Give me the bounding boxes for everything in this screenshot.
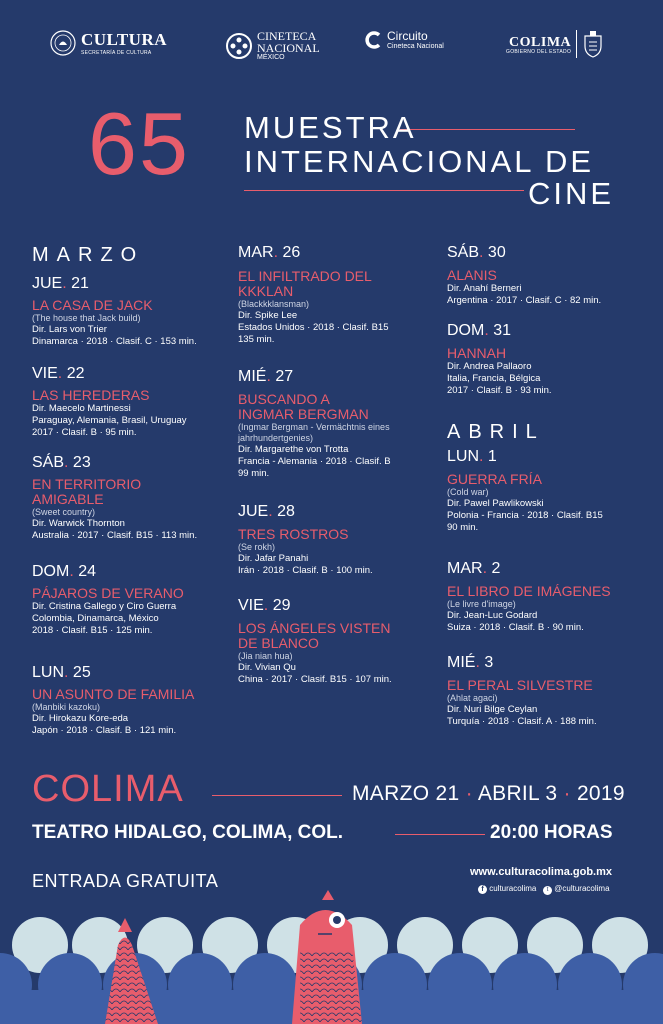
film-title: LAS HEREDERAS (32, 387, 150, 403)
film-director: Dir. Spike Lee (238, 310, 298, 321)
header-line-top (400, 129, 575, 130)
day-num: 25 (72, 664, 91, 681)
film-details: Japón · 2018 · Clasif. B · 121 min. (32, 725, 177, 736)
logo-bar (0, 30, 663, 80)
city-name: COLIMA (32, 768, 184, 810)
film-details: Argentina · 2017 · Clasif. C · 82 min. (447, 295, 602, 306)
film-title: EN TERRITORIO AMIGABLE (32, 476, 142, 507)
film-title: BUSCANDO A INGMAR BERGMAN (238, 391, 369, 422)
film-director: Dir. Cristina Gallego y Ciro Guerra (32, 601, 177, 612)
film-details: 2018 · Clasif. B15 · 125 min. (32, 625, 153, 636)
film-director: Dir. Maecelo Martinessi (32, 403, 131, 414)
day-name: JUE (32, 275, 63, 292)
screening-mar21: JUE. 21 LA CASA DE JACK (The house that Jack build) Dir. Lars von Trier Dinamarca · 2018 · Clasif. C · 153 min. (32, 276, 222, 348)
screening-mar29: VIE. 29 LOS ÁNGELES VISTEN DE BLANCO (Jia nian hua) Dir. Vivian Qu China · 2017 · Clasif. B15 · 107 min. (238, 598, 428, 686)
film-original-title: (The house that Jack build) (32, 313, 141, 323)
screening-mar28: JUE. 28 TRES ROSTROS (Se rokh) Dir. Jafar Panahi Irán · 2018 · Clasif. B · 100 min. (238, 504, 428, 577)
day-num: 21 (71, 275, 89, 292)
cineteca-line2: NACIONAL (257, 41, 320, 55)
film-details: Suiza · 2018 · Clasif. B · 90 min. (447, 622, 584, 633)
film-director: Dir. Warwick Thornton (32, 518, 125, 529)
circuito-line1: Circuito (387, 29, 428, 44)
film-original-title: (Blackkklansman) (238, 299, 310, 309)
title-line3: CINE (528, 176, 615, 211)
film-details: Australia · 2017 · Clasif. B15 · 113 min. (32, 530, 198, 541)
twitter-icon: t (543, 886, 552, 895)
day-num: 26 (282, 244, 301, 261)
city-line (212, 795, 342, 796)
film-details: Dinamarca · 2018 · Clasif. C · 153 min. (32, 336, 197, 347)
film-reel-icon (226, 33, 252, 59)
film-title: ALANIS (447, 267, 497, 283)
screening-mar24: DOM. 24 PÁJAROS DE VERANO Dir. Cristina Gallego y Ciro Guerra Colombia, Dinamarca, México 2018 · Clasif. B15 · 125 min. (32, 564, 222, 637)
facebook-icon: f (478, 885, 487, 894)
film-title: HANNAH (447, 345, 507, 361)
title-line1: MUESTRA (244, 110, 417, 145)
film-original-title: (Sweet country) (32, 507, 96, 517)
film-original-title: (Jia nian hua) (238, 651, 293, 661)
screening-mar31: DOM. 31 HANNAH Dir. Andrea Pallaoro Italia, Francia, Bélgica 2017 · Clasif. B · 93 min. (447, 323, 637, 397)
day-num: 31 (493, 322, 512, 339)
header-line-bottom (244, 190, 524, 191)
cineteca-logo (226, 30, 320, 61)
film-title: LOS ÁNGELES VISTEN DE BLANCO (238, 620, 391, 651)
film-original-title: (Manbiki kazoku) (32, 702, 101, 712)
film-details: Irán · 2018 · Clasif. B · 100 min. (238, 565, 373, 576)
film-director: Dir. Andrea Pallaoro (447, 361, 532, 372)
film-director: Dir. Lars von Trier (32, 324, 107, 335)
day-name: JUE (238, 503, 269, 520)
film-title: LA CASA DE JACK (32, 297, 153, 313)
colima-shield-icon (582, 30, 604, 58)
day-name: SÁB (447, 244, 480, 261)
day-num: 2 (491, 560, 501, 577)
film-title: EL PERAL SILVESTRE (447, 677, 593, 693)
twitter-handle[interactable]: @culturacolima (554, 884, 610, 893)
film-title: PÁJAROS DE VERANO (32, 585, 184, 601)
day-name: LUN (447, 448, 480, 465)
film-details: Estados Unidos · 2018 · Clasif. B15 (238, 322, 389, 333)
day-name: MIÉ (447, 654, 476, 671)
day-num: 27 (275, 368, 294, 385)
film-director: Dir. Nuri Bilge Ceylan (447, 704, 538, 715)
day-num: 30 (487, 244, 506, 261)
circuito-c-icon (364, 30, 384, 50)
day-name: DOM (447, 322, 485, 339)
free-entry: ENTRADA GRATUITA (32, 871, 219, 891)
day-num: 24 (78, 563, 97, 580)
day-name: MIÉ (238, 368, 267, 385)
edition-number: 65 (88, 94, 190, 193)
film-details: 2017 · Clasif. B · 95 min. (32, 427, 137, 438)
fish-right-icon (292, 890, 362, 1024)
film-director: Dir. Anahí Berneri (447, 283, 522, 294)
day-name: MAR (447, 560, 483, 577)
day-num: 1 (487, 448, 497, 465)
film-original-title: (Ahlat agaci) (447, 693, 498, 703)
day-name: VIE (32, 365, 58, 382)
film-original-title: (Ingmar Bergman - Vermächtnis eines jahrhundertgenies) (238, 422, 390, 443)
screening-mar30: SÁB. 30 ALANIS Dir. Anahí Berneri Argentina · 2017 · Clasif. C · 82 min. (447, 245, 637, 307)
film-details: Italia, Francia, Bélgica (447, 373, 541, 384)
film-details: 2017 · Clasif. B · 93 min. (447, 385, 552, 396)
colima-logo (506, 30, 604, 58)
day-num: 3 (484, 654, 494, 671)
film-title: EL LIBRO DE IMÁGENES (447, 583, 611, 599)
screening-abr2: MAR. 2 EL LIBRO DE IMÁGENES (Le livre d'image) Dir. Jean-Luc Godard Suiza · 2018 · Clasif. B · 90 min. (447, 561, 637, 634)
film-director: Dir. Jafar Panahi (238, 553, 309, 564)
date-start: MARZO 21 (352, 782, 460, 805)
film-details: Turquía · 2018 · Clasif. A · 188 min. (447, 716, 597, 727)
film-details: Paraguay, Alemania, Brasil, Uruguay (32, 415, 187, 426)
day-name: DOM (32, 563, 70, 580)
film-original-title: (Le livre d'image) (447, 599, 516, 609)
venue-line (395, 834, 485, 835)
film-director: Dir. Margarethe von Trotta (238, 444, 349, 455)
circuito-logo (364, 30, 444, 50)
screening-abr1: LUN. 1 GUERRA FRÍA (Cold war) Dir. Pawel Pawlikowski Polonia - Francia · 2018 · Clasif. B15 90 min. (447, 449, 637, 534)
screening-mar26: MAR. 26 EL INFILTRADO DEL KKKLAN (Blackkklansman) Dir. Spike Lee Estados Unidos · 2018 · Clasif. B15 135 min. (238, 245, 428, 346)
facebook-handle[interactable]: culturacolima (489, 884, 537, 893)
day-name: LUN (32, 664, 65, 681)
circuito-line2: Cineteca Nacional (387, 42, 444, 50)
film-details: Polonia - Francia · 2018 · Clasif. B15 (447, 510, 603, 521)
cineteca-line3: MÉXICO (257, 54, 285, 61)
film-title: GUERRA FRÍA (447, 471, 542, 487)
day-num: 28 (277, 503, 295, 520)
colima-gov-name: COLIMA (509, 34, 572, 50)
date-end: ABRIL 3 (477, 782, 558, 805)
screening-mar27: MIÉ. 27 BUSCANDO A INGMAR BERGMAN (Ingmar Bergman - Vermächtnis eines jahrhundertgenies) Dir. Margarethe von Trotta Francia - Alemania · 2018 · Clasif. B 99 min. (238, 369, 428, 480)
show-time: 20:00 HORAS (490, 822, 613, 843)
day-num: 29 (272, 597, 291, 614)
month-marzo: MARZO (32, 244, 145, 266)
cultura-name: CULTURA (81, 30, 168, 49)
film-details: China · 2017 · Clasif. B15 · 107 min. (238, 674, 392, 685)
film-details: 99 min. (238, 468, 270, 479)
event-dates: MARZO 21 · ABRIL 3 · 2019 (352, 782, 625, 805)
film-details: 135 min. (238, 334, 275, 345)
day-name: SÁB (32, 454, 65, 471)
film-original-title: (Se rokh) (238, 542, 276, 552)
day-name: MAR (238, 244, 274, 261)
film-title: EL INFILTRADO DEL KKKLAN (238, 268, 372, 299)
film-details: Francia - Alemania · 2018 · Clasif. B (238, 456, 391, 467)
colima-gov-sub: GOBIERNO DEL ESTADO (506, 48, 572, 55)
cultura-logo (50, 30, 167, 56)
cineteca-line1: CINETECA (257, 29, 317, 43)
website-link[interactable]: www.culturacolima.gob.mx (470, 866, 613, 878)
day-name: VIE (238, 597, 264, 614)
day-num: 23 (72, 454, 91, 471)
date-year: 2019 (576, 782, 625, 805)
screening-mar23: SÁB. 23 EN TERRITORIO AMIGABLE (Sweet country) Dir. Warwick Thornton Australia · 2017 · Clasif. B15 · 113 min. (32, 455, 222, 542)
film-details: Colombia, Dinamarca, México (32, 613, 159, 624)
screening-mar22: VIE. 22 LAS HEREDERAS Dir. Maecelo Martinessi Paraguay, Alemania, Brasil, Uruguay 2017 · Clasif. B · 95 min. (32, 366, 222, 439)
screening-abr3: MIÉ. 3 EL PERAL SILVESTRE (Ahlat agaci) Dir. Nuri Bilge Ceylan Turquía · 2018 · Clasif. A · 188 min. (447, 655, 637, 728)
waves-fish-illustration (0, 890, 663, 1024)
venue: TEATRO HIDALGO, COLIMA, COL. (32, 822, 344, 843)
film-director: Dir. Jean-Luc Godard (447, 610, 538, 621)
film-director: Dir. Pawel Pawlikowski (447, 498, 544, 509)
film-title: UN ASUNTO DE FAMILIA (32, 686, 195, 702)
film-title: TRES ROSTROS (238, 526, 349, 542)
mexico-seal-icon (50, 30, 76, 56)
cultura-sub: SECRETARÍA DE CULTURA (81, 50, 152, 56)
title-line2: INTERNACIONAL DE (244, 144, 595, 179)
film-director: Dir. Vivian Qu (238, 662, 296, 673)
day-num: 22 (66, 365, 85, 382)
film-director: Dir. Hirokazu Kore-eda (32, 713, 129, 724)
film-original-title: (Cold war) (447, 487, 489, 497)
month-abril: ABRIL (447, 421, 545, 443)
screening-mar25: LUN. 25 UN ASUNTO DE FAMILIA (Manbiki kazoku) Dir. Hirokazu Kore-eda Japón · 2018 · Clasif. B · 121 min. (32, 665, 222, 737)
film-details: 90 min. (447, 522, 479, 533)
